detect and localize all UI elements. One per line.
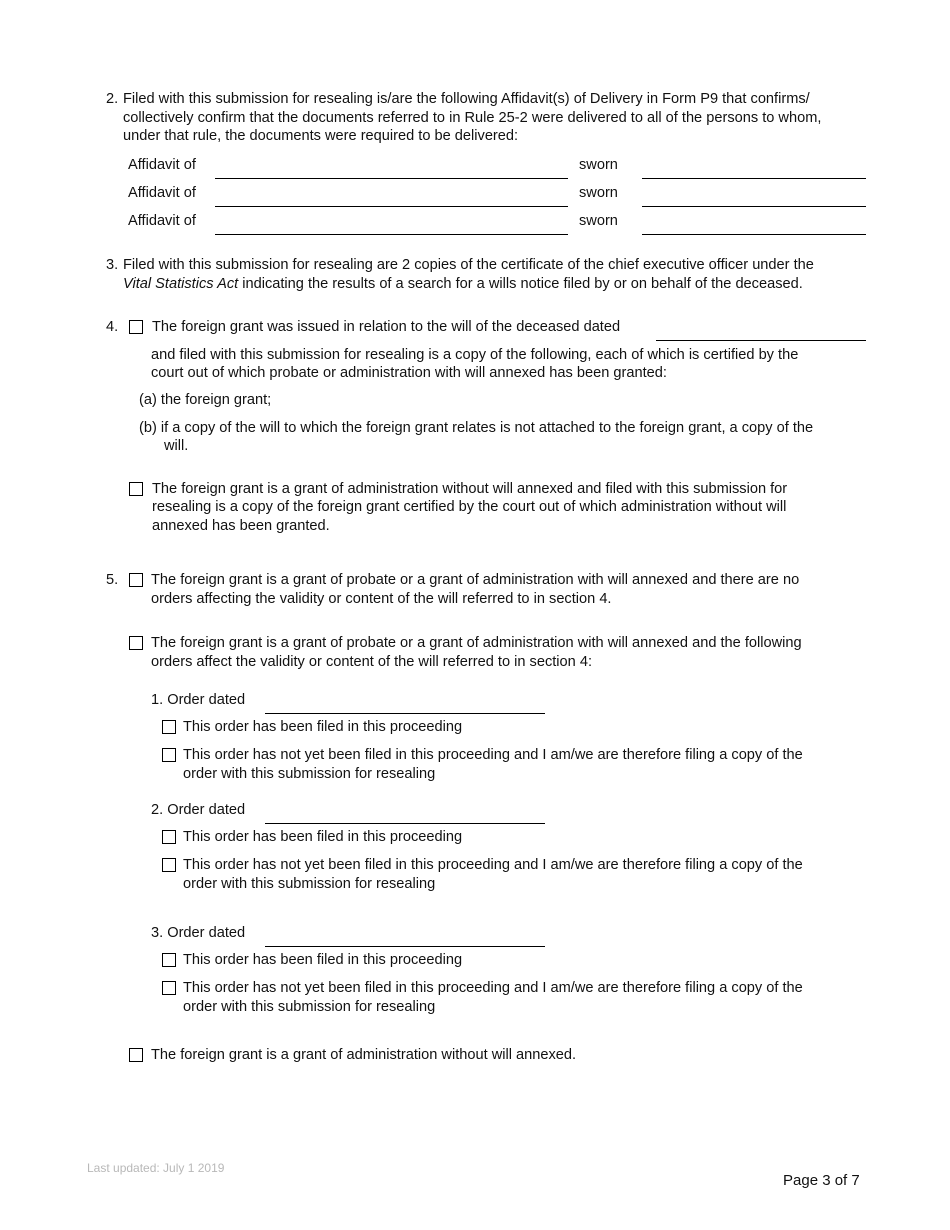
order-3-label: 3. Order dated (151, 925, 246, 941)
section-3-text-line-2-rest: indicating the results of a search for a wills notice filed by or on behalf of the deceased. (238, 276, 803, 292)
order-2-filed-checkbox[interactable] (162, 830, 176, 844)
section-2-text-line-3: under that rule, the documents were required to be delivered: (123, 128, 519, 144)
section-3-text-line-1: Filed with this submission for resealing are 2 copies of the certificate of the chief executive officer under the (123, 257, 814, 273)
item-b-line-1: (b) if a copy of the will to which the foreign grant relates is not attached to the foreign grant, a copy of the (139, 420, 814, 436)
last-updated: Last updated: July 1 2019 (87, 1161, 225, 1175)
sworn-label-2: sworn (579, 185, 618, 201)
sworn-date-field-1[interactable] (642, 178, 866, 179)
item-a: (a) the foreign grant; (139, 392, 272, 408)
page-number: Page 3 of 7 (783, 1172, 860, 1189)
section-2-text-line-2: collectively confirm that the documents referred to in Rule 25-2 were delivered to all of the persons to whom, (123, 110, 822, 126)
order-3-not-filed-line-2: order with this submission for resealing (183, 999, 436, 1015)
section-4-no-will-line-1: The foreign grant is a grant of administration without will annexed and filed with this submission for (152, 481, 788, 497)
section-2-number: 2. (106, 91, 119, 107)
sworn-label-3: sworn (579, 213, 618, 229)
order-1-label: 1. Order dated (151, 692, 246, 708)
section-5-orders-line-1: The foreign grant is a grant of probate or a grant of administration with will annexed and the following (151, 635, 802, 651)
order-2-date-field[interactable] (265, 823, 545, 824)
order-1-filed-text: This order has been filed in this proceeding (183, 719, 463, 735)
will-date-field[interactable] (656, 340, 866, 341)
section-3-number: 3. (106, 257, 119, 273)
order-1-date-field[interactable] (265, 713, 545, 714)
affidavit-name-field-3[interactable] (215, 234, 568, 235)
section-5-no-will-annexed-checkbox[interactable] (129, 1048, 143, 1062)
sworn-date-field-3[interactable] (642, 234, 866, 235)
section-5-number: 5. (106, 572, 119, 588)
section-3-text-line-2 (123, 275, 803, 294)
order-2-filed-text: This order has been filed in this proceeding (183, 829, 463, 845)
order-1-not-filed-line-1: This order has not yet been filed in this proceeding and I am/we are therefore filing a copy of the (183, 747, 803, 763)
affidavit-label-2: Affidavit of (128, 185, 196, 201)
sworn-date-field-2[interactable] (642, 206, 866, 207)
order-1-not-filed-checkbox[interactable] (162, 748, 176, 762)
section-5-no-orders-line-2: orders affecting the validity or content of the will referred to in section 4. (151, 591, 612, 607)
section-5-no-orders-checkbox[interactable] (129, 573, 143, 587)
order-2-not-filed-line-1: This order has not yet been filed in this proceeding and I am/we are therefore filing a copy of the (183, 857, 803, 873)
section-4-no-will-line-2: resealing is a copy of the foreign grant certified by the court out of which administration without will (152, 499, 787, 515)
section-4-will-text: The foreign grant was issued in relation to the will of the deceased dated (152, 319, 621, 335)
section-4-will-cont-line-1: and filed with this submission for resealing is a copy of the following, each of which is certified by the (151, 347, 799, 363)
order-2-label: 2. Order dated (151, 802, 246, 818)
sworn-label-1: sworn (579, 157, 618, 173)
section-5-no-orders-line-1: The foreign grant is a grant of probate or a grant of administration with will annexed and there are no (151, 572, 800, 588)
section-2-text-line-1: Filed with this submission for resealing is/are the following Affidavit(s) of Delivery in Form P9 that confirms/ (123, 91, 810, 107)
vital-statistics-act-title: Vital Statistics Act (123, 276, 239, 292)
order-3-date-field[interactable] (265, 946, 545, 947)
affidavit-label-3: Affidavit of (128, 213, 196, 229)
section-5-orders-checkbox[interactable] (129, 636, 143, 650)
affidavit-name-field-2[interactable] (215, 206, 568, 207)
section-5-orders-line-2: orders affect the validity or content of the will referred to in section 4: (151, 654, 593, 670)
affidavit-label-1: Affidavit of (128, 157, 196, 173)
section-4-number: 4. (106, 319, 119, 335)
order-3-filed-text: This order has been filed in this proceeding (183, 952, 463, 968)
order-2-not-filed-line-2: order with this submission for resealing (183, 876, 436, 892)
order-3-not-filed-checkbox[interactable] (162, 981, 176, 995)
section-4-will-checkbox[interactable] (129, 320, 143, 334)
order-3-not-filed-line-1: This order has not yet been filed in this proceeding and I am/we are therefore filing a copy of the (183, 980, 803, 996)
order-1-not-filed-line-2: order with this submission for resealing (183, 766, 436, 782)
order-1-filed-checkbox[interactable] (162, 720, 176, 734)
order-3-filed-checkbox[interactable] (162, 953, 176, 967)
section-4-will-cont-line-2: court out of which probate or administration with will annexed has been granted: (151, 365, 667, 381)
order-2-not-filed-checkbox[interactable] (162, 858, 176, 872)
section-5-no-will-annexed-text: The foreign grant is a grant of administration without will annexed. (151, 1047, 577, 1063)
section-4-no-will-checkbox[interactable] (129, 482, 143, 496)
item-b-line-2: will. (164, 438, 189, 454)
affidavit-name-field-1[interactable] (215, 178, 568, 179)
section-4-no-will-line-3: annexed has been granted. (152, 518, 330, 534)
